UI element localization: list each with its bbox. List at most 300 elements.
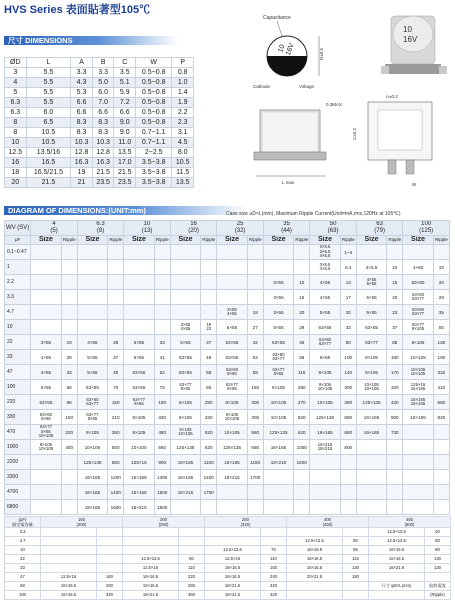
ripple-cell: 58: [294, 350, 310, 365]
ripple-cell: 680: [340, 425, 356, 440]
ripple-cell: 1100: [201, 455, 217, 470]
legend-ripple-en: (Ripple): [425, 591, 451, 600]
ripple-cell: 37: [108, 350, 124, 365]
dim-cell: 9.0: [114, 118, 136, 128]
low-cell: [261, 528, 287, 537]
size-cell: 10×105: [124, 440, 154, 455]
size-header: Size: [310, 236, 340, 245]
size-cell: 16×165: [310, 425, 340, 440]
size-cell: [31, 290, 61, 305]
size-cell: [310, 500, 340, 515]
ripple-cell: 660: [433, 395, 449, 410]
low-cell: [287, 582, 343, 591]
ripple-cell: 320: [387, 380, 403, 395]
size-cell: 125×135: [77, 455, 107, 470]
size-cell: 8×65: [310, 350, 340, 365]
dim-cell: 10.5: [172, 158, 194, 168]
ripple-cell: 130: [433, 335, 449, 350]
dim-cell: 13.5/16: [26, 148, 71, 158]
rating-row: [5, 380, 450, 395]
ripple-cell: 8.4: [340, 260, 356, 275]
size-cell: 63×77 8×65: [77, 410, 107, 425]
ripple-cell: [247, 275, 263, 290]
ripple-cell: 500: [108, 440, 124, 455]
ripple-cell: [201, 245, 217, 260]
size-cell: 4×60: [403, 260, 433, 275]
dim-cell: 1.4: [172, 88, 194, 98]
size-cell: [310, 485, 340, 500]
low-cell: 320: [261, 582, 287, 591]
ripple-header: Ripple: [154, 236, 170, 245]
size-cell: 10×105: [263, 395, 293, 410]
low-cell: [343, 582, 369, 591]
size-cell: 3×5.5 3×5.5 4×5.5: [310, 245, 340, 260]
size-cell: 4×55: [31, 350, 61, 365]
rating-row: [5, 245, 450, 260]
capacitance-cell: 33: [5, 350, 31, 365]
rating-row: [5, 260, 450, 275]
ripple-cell: 170: [387, 365, 403, 380]
ripple-header: Ripple: [387, 236, 403, 245]
ripple-cell: 1~4: [340, 245, 356, 260]
low-cell: 180: [343, 573, 369, 582]
rating-row: [5, 335, 450, 350]
dim-cell: 21.5: [114, 168, 136, 178]
ripple-cell: [387, 485, 403, 500]
size-cell: 125×135: [217, 440, 247, 455]
ripple-cell: 1500: [154, 485, 170, 500]
size-cell: 16×165: [124, 470, 154, 485]
ripple-cell: 52: [154, 365, 170, 380]
low-cell: [205, 528, 261, 537]
ripple-cell: [247, 485, 263, 500]
size-cell: [356, 455, 386, 470]
size-cell: [77, 260, 107, 275]
size-cell: 63×77 8×65: [263, 365, 293, 380]
ripple-cell: 33: [340, 320, 356, 335]
size-cell: 16×165: [356, 425, 386, 440]
ripple-cell: 1700: [247, 470, 263, 485]
low-cell: [41, 546, 97, 555]
ripple-cell: 420: [387, 395, 403, 410]
size-cell: 125×135: [310, 410, 340, 425]
low-cell: 33: [5, 564, 41, 573]
size-cell: 10×105 10×105: [403, 365, 433, 380]
dim-cell: 8.3: [92, 128, 114, 138]
low-cell: [205, 537, 261, 546]
size-cell: 8×105: [403, 335, 433, 350]
dim-cell: 6.6: [71, 108, 93, 118]
size-cell: 8×105: [310, 365, 340, 380]
dim-cell: 3.3: [92, 68, 114, 78]
size-cell: 16×165: [356, 410, 386, 425]
low-cell: 16×16.5: [369, 555, 425, 564]
low-row: [5, 564, 451, 573]
ripple-cell: 10: [294, 275, 310, 290]
ripple-cell: 33: [154, 335, 170, 350]
size-cell: 5×55: [124, 350, 154, 365]
dim-cell: 10.5: [26, 128, 71, 138]
size-cell: 125×135: [170, 440, 200, 455]
size-cell: 4×55: [31, 365, 61, 380]
dim-cell: 5: [5, 88, 27, 98]
svg-text:0.3MAX: 0.3MAX: [326, 102, 343, 107]
size-cell: 3×55: [263, 305, 293, 320]
low-row: [5, 582, 451, 591]
size-cell: [217, 485, 247, 500]
ripple-cell: [201, 275, 217, 290]
ripple-cell: 290: [201, 395, 217, 410]
ripple-cell: [201, 260, 217, 275]
low-cell: [97, 528, 123, 537]
dim-cell: 10.5: [26, 138, 71, 148]
size-cell: 63×55: [124, 365, 154, 380]
ripple-cell: 88: [387, 335, 403, 350]
ripple-cell: 28: [108, 335, 124, 350]
ripple-cell: 300: [247, 410, 263, 425]
dim-cell: 0.5~0.8: [136, 68, 172, 78]
low-cell: [97, 555, 123, 564]
size-cell: 8×105: [170, 410, 200, 425]
size-cell: 63×77 8×105: [403, 320, 433, 335]
voltage-header: 100 (125): [403, 221, 450, 236]
low-cell: 130: [425, 564, 451, 573]
dim-row: [5, 98, 194, 108]
size-cell: 18×215: [124, 500, 154, 515]
low-cell: 12.5×13.5: [123, 555, 179, 564]
low-cell: 50: [343, 537, 369, 546]
ripple-cell: [387, 245, 403, 260]
dim-cell: 0.5~0.8: [136, 98, 172, 108]
dim-cell: 6.0: [92, 88, 114, 98]
ripple-cell: 115: [294, 365, 310, 380]
dim-cell: 11.5: [172, 168, 194, 178]
ripple-cell: 28: [61, 350, 77, 365]
ripple-cell: 190: [154, 395, 170, 410]
dim-cell: 6.5: [26, 118, 71, 128]
ripple-header: Ripple: [108, 236, 124, 245]
size-cell: [403, 425, 433, 440]
size-cell: 63×77 8×65: [217, 380, 247, 395]
ripple-cell: [61, 305, 77, 320]
ripple-cell: [61, 245, 77, 260]
low-cell: [369, 591, 425, 600]
rating-row: [5, 275, 450, 290]
ripple-cell: 520: [201, 425, 217, 440]
ripple-cell: [340, 455, 356, 470]
ripple-cell: [387, 470, 403, 485]
dim-cell: 5.9: [114, 88, 136, 98]
capacitance-cell: 4700: [5, 485, 31, 500]
ripple-cell: 27: [247, 320, 263, 335]
low-cell: [179, 546, 205, 555]
ripple-cell: 1500: [294, 455, 310, 470]
low-cell: 20×21.5: [287, 573, 343, 582]
ripple-cell: 20: [387, 290, 403, 305]
size-cell: 16×165: [263, 440, 293, 455]
ripple-cell: 140: [340, 365, 356, 380]
dimensions-heading: 尺寸 DIMENSIONS: [4, 36, 178, 45]
ripple-cell: [61, 290, 77, 305]
capacitance-cell: 2.2: [5, 275, 31, 290]
capacitor-photo: [381, 16, 447, 74]
size-cell: 10×105: [310, 395, 340, 410]
ripple-cell: 620: [201, 440, 217, 455]
uf-label: μF: [5, 236, 31, 245]
low-cell: 18×21.5: [205, 582, 261, 591]
low-cell: 350: [179, 591, 205, 600]
dim-cell: 12.8: [71, 148, 93, 158]
size-cell: [263, 260, 293, 275]
size-cell: [31, 485, 61, 500]
ripple-cell: 17: [340, 290, 356, 305]
low-row: [5, 546, 451, 555]
dim-cell: 6.6: [92, 108, 114, 118]
size-cell: 10×105 10×105: [356, 380, 386, 395]
dim-cell: 0.5~0.8: [136, 108, 172, 118]
dim-row: [5, 68, 194, 78]
low-row: [5, 591, 451, 600]
dimension-table: [4, 57, 194, 188]
low-cell: [41, 555, 97, 564]
ripple-cell: [433, 500, 449, 515]
ripple-cell: 390: [340, 395, 356, 410]
size-cell: 16×215 18×215: [310, 440, 340, 455]
ripple-cell: 1150: [247, 455, 263, 470]
ripple-cell: 10: [433, 260, 449, 275]
svg-text:W: W: [412, 182, 417, 187]
ripple-cell: 96: [61, 395, 77, 410]
dim-cell: 16.3: [92, 158, 114, 168]
svg-text:16V: 16V: [284, 42, 296, 57]
low-cell: [41, 537, 97, 546]
dim-header-cell: C: [114, 58, 136, 68]
size-cell: 3×5.5 4×5.5: [310, 260, 340, 275]
size-cell: [31, 275, 61, 290]
size-cell: 18×215: [217, 470, 247, 485]
size-cell: 63×77: [356, 335, 386, 350]
capacitance-cell: 47: [5, 365, 31, 380]
ripple-cell: [247, 260, 263, 275]
size-cell: [31, 260, 61, 275]
ripple-cell: 820: [433, 410, 449, 425]
size-cell: 18×215: [170, 485, 200, 500]
capacitance-cell: 22: [5, 335, 31, 350]
size-cell: [31, 455, 61, 470]
dim-cell: 5.0: [92, 78, 114, 88]
low-row: [5, 555, 451, 564]
size-cell: 5×55: [77, 350, 107, 365]
size-cell: [403, 500, 433, 515]
size-cell: 63×55: [310, 320, 340, 335]
low-cell: 260: [179, 582, 205, 591]
capacitance-cell: 3300: [5, 470, 31, 485]
capacitance-cell: 100: [5, 380, 31, 395]
low-voltage-header: 250 (315): [205, 517, 287, 528]
size-cell: 5×55: [77, 365, 107, 380]
high-voltage-table: [4, 516, 451, 600]
ripple-cell: 210: [108, 410, 124, 425]
low-cell: [179, 528, 205, 537]
size-cell: [263, 245, 293, 260]
size-header: Size: [124, 236, 154, 245]
size-cell: [170, 275, 200, 290]
ripple-cell: 15: [387, 275, 403, 290]
capacitance-cell: 3.3: [5, 290, 31, 305]
low-cell: 110: [179, 564, 205, 573]
ripple-cell: 380: [108, 425, 124, 440]
ripple-cell: 45: [108, 365, 124, 380]
ripple-cell: [340, 470, 356, 485]
rating-table: [4, 220, 450, 515]
dim-cell: 21: [71, 178, 93, 188]
svg-text:A±0.2: A±0.2: [386, 94, 398, 99]
rating-row: [5, 365, 450, 380]
low-cell: [97, 537, 123, 546]
size-cell: [217, 275, 247, 290]
size-cell: 8×105: [356, 350, 386, 365]
dim-cell: 3.5~3.8: [136, 158, 172, 168]
low-voltage-header: 400 (450): [287, 517, 369, 528]
low-cell: 115: [343, 555, 369, 564]
dim-row: [5, 168, 194, 178]
ripple-cell: [108, 260, 124, 275]
low-voltage-header: 450 (500): [369, 517, 451, 528]
dim-cell: 6.6: [114, 108, 136, 118]
low-cell: [97, 564, 123, 573]
size-cell: 16×165 16×165: [403, 395, 433, 410]
ripple-cell: 500: [294, 410, 310, 425]
low-cell: [41, 528, 97, 537]
dim-cell: 5.3: [71, 88, 93, 98]
ripple-header: Ripple: [247, 236, 263, 245]
low-cell: 160: [97, 573, 123, 582]
dim-cell: 23.5: [92, 178, 114, 188]
capacitance-cell: 2200: [5, 455, 31, 470]
size-cell: [31, 305, 61, 320]
ripple-cell: 850: [108, 455, 124, 470]
dim-cell: 0.7~1.1: [136, 138, 172, 148]
svg-text:10: 10: [403, 25, 412, 34]
dim-cell: 13.5: [172, 178, 194, 188]
size-cell: [356, 500, 386, 515]
size-cell: [77, 320, 107, 335]
dim-cell: 3: [5, 68, 27, 78]
dim-cell: 10.3: [92, 138, 114, 148]
dim-cell: 16.5/21.5: [26, 168, 71, 178]
ripple-cell: 70: [108, 380, 124, 395]
size-cell: 125×135: [263, 425, 293, 440]
size-cell: 5×55: [310, 305, 340, 320]
ripple-cell: 160: [247, 380, 263, 395]
size-cell: [403, 245, 433, 260]
svg-text:L max: L max: [282, 180, 295, 185]
low-cell: 12.5×13.5: [369, 528, 425, 537]
voltage-header: 25 (32): [217, 221, 264, 236]
size-cell: 8×105: [170, 395, 200, 410]
svg-text:16V: 16V: [403, 35, 418, 44]
ripple-cell: 42: [247, 335, 263, 350]
size-cell: 3×55 4×55: [217, 305, 247, 320]
ripple-header: Ripple: [61, 236, 77, 245]
rating-row: [5, 500, 450, 515]
ripple-cell: 410: [433, 380, 449, 395]
size-cell: [124, 290, 154, 305]
capacitance-cell: 220: [5, 395, 31, 410]
size-cell: 8×105 10×105: [217, 410, 247, 425]
ripple-cell: 58: [201, 365, 217, 380]
size-cell: 63×77 8×65: [170, 380, 200, 395]
size-cell: 16×165: [124, 485, 154, 500]
low-voltage-header: 160 (200): [41, 517, 123, 528]
size-cell: 5×55: [217, 320, 247, 335]
size-cell: 63×60 63×77: [403, 305, 433, 320]
ripple-cell: [201, 500, 217, 515]
low-row: [5, 573, 451, 582]
ripple-cell: 1400: [201, 470, 217, 485]
dim-row: [5, 88, 194, 98]
ripple-cell: 800: [387, 410, 403, 425]
ripple-cell: 52: [247, 350, 263, 365]
size-cell: 4×55: [77, 335, 107, 350]
ripple-cell: [294, 260, 310, 275]
ripple-cell: [433, 485, 449, 500]
low-cell: 130: [343, 564, 369, 573]
ripple-cell: [340, 485, 356, 500]
size-cell: 63×55: [170, 350, 200, 365]
size-cell: 16×165: [403, 410, 433, 425]
size-cell: [263, 485, 293, 500]
voltage-header: 50 (63): [310, 221, 357, 236]
low-cell: 40: [425, 528, 451, 537]
dim-cell: 5.5: [26, 98, 71, 108]
ripple-cell: 660: [340, 410, 356, 425]
low-cell: [97, 546, 123, 555]
size-cell: 5×55: [170, 335, 200, 350]
size-cell: 63×55: [77, 380, 107, 395]
ripple-cell: 620: [294, 425, 310, 440]
size-cell: 63×60 63×77: [263, 350, 293, 365]
size-cell: 63×77 8×65 10×105: [31, 425, 61, 440]
cathode-label: Cathode: [253, 84, 271, 89]
low-row: [5, 537, 451, 546]
svg-text:10: 10: [277, 43, 287, 54]
ripple-cell: 20: [294, 305, 310, 320]
dim-header-cell: B: [92, 58, 114, 68]
low-cell: 16×21.5: [369, 564, 425, 573]
size-cell: [124, 320, 154, 335]
dim-cell: 21.5: [26, 178, 71, 188]
size-cell: [124, 260, 154, 275]
low-cell: 16×16.5: [41, 582, 97, 591]
dim-cell: 2~2.5: [136, 148, 172, 158]
size-header: Size: [217, 236, 247, 245]
dim-cell: 6.3: [5, 108, 27, 118]
ripple-cell: 580: [247, 425, 263, 440]
dim-cell: 0.7~1.1: [136, 128, 172, 138]
size-cell: 125×135: [356, 395, 386, 410]
dim-cell: 2.2: [172, 108, 194, 118]
low-cell: 16×16.5: [205, 573, 261, 582]
voltage-header: 10 (13): [124, 221, 171, 236]
size-cell: [217, 290, 247, 305]
low-cell: 16×16.5: [123, 573, 179, 582]
size-cell: [263, 500, 293, 515]
ripple-cell: [433, 455, 449, 470]
ripple-cell: [294, 485, 310, 500]
dim-cell: 18: [5, 168, 27, 178]
dim-cell: 3.5: [114, 68, 136, 78]
